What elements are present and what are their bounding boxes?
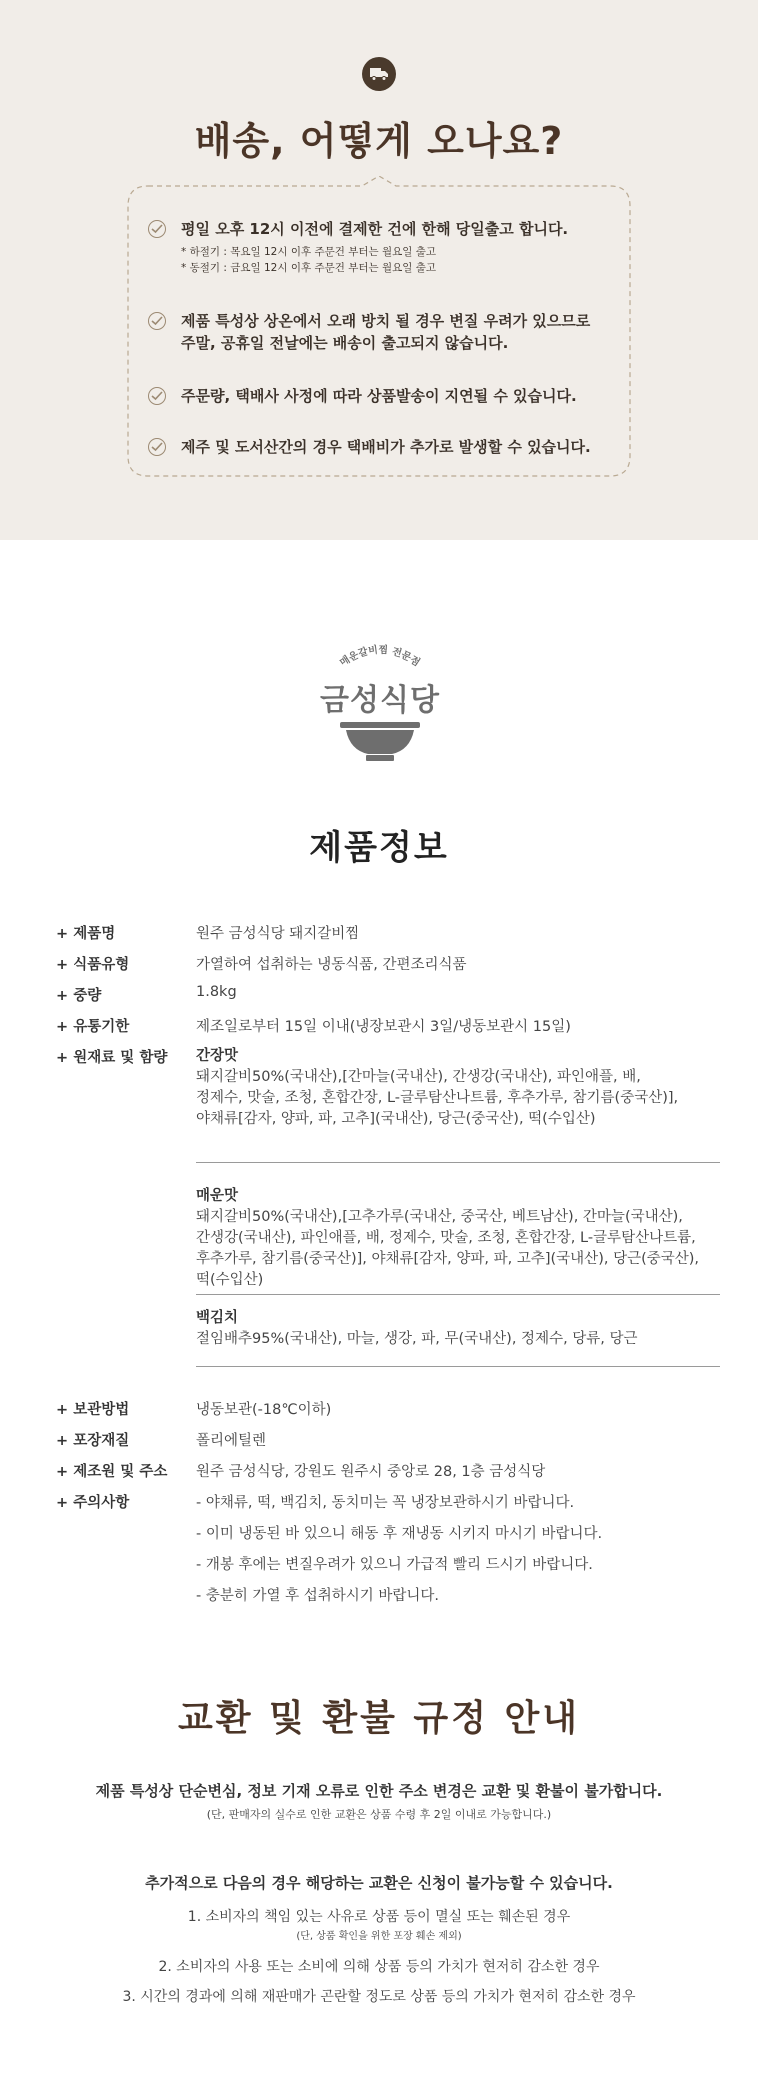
info-label: + 포장재질 <box>56 1433 130 1449</box>
info-label: + 중량 <box>56 988 102 1004</box>
ingredient-name: 백김치 <box>196 1310 239 1326</box>
ingredient-line: 떡(수입산) <box>196 1272 264 1288</box>
shipping-info-box <box>118 176 640 486</box>
exchange-case: 1. 소비자의 책임 있는 사유로 상품 등이 멸실 또는 훼손된 경우 <box>187 1909 571 1925</box>
info-value: 제조일로부터 15일 이내(냉장보관시 3일/냉동보관시 15일) <box>196 1019 571 1035</box>
exchange-case: 3. 시간의 경과에 의해 재판매가 곤란할 정도로 상품 등의 가치가 현저히 감소한 경우 <box>122 1989 636 2005</box>
info-value: 폴리에틸렌 <box>196 1433 267 1449</box>
brand-logo <box>300 630 460 770</box>
ingredient-line: 후추가루, 참기름(중국산)], 야채류[감자, 양파, 파, 고추](국내산), 당근(중국산), <box>196 1251 700 1267</box>
shipping-item-text: 주말, 공휴일 전날에는 배송이 출고되지 않습니다. <box>181 334 509 352</box>
info-value: 원주 금성식당, 강원도 원주시 중앙로 28, 1층 금성식당 <box>196 1464 546 1480</box>
check-icon <box>148 387 166 405</box>
notice-line: - 야채류, 떡, 백김치, 동치미는 꼭 냉장보관하시기 바랍니다. <box>196 1495 575 1511</box>
shipping-item-text: 평일 오후 12시 이전에 결제한 건에 한해 당일출고 합니다. <box>181 220 569 238</box>
bowl-icon <box>340 720 420 764</box>
shipping-item-note: * 하절기 : 목요일 12시 이후 주문건 부터는 월요일 출고 <box>181 246 437 258</box>
info-label: + 제품명 <box>56 926 116 942</box>
ingredient-name: 매운맛 <box>196 1188 239 1204</box>
ingredient-block <box>196 1186 720 1291</box>
ingredient-name: 간장맛 <box>196 1048 239 1064</box>
shipping-item-text: 제주 및 도서산간의 경우 택배비가 추가로 발생할 수 있습니다. <box>181 438 591 456</box>
info-value: 가열하여 섭취하는 냉동식품, 간편조리식품 <box>196 957 467 973</box>
ingredient-line: 돼지갈비50%(국내산),[고추가루(국내산, 중국산, 베트남산), 간마늘(국내산), <box>196 1209 683 1225</box>
shipping-item-note: * 동절기 : 금요일 12시 이후 주문건 부터는 월요일 출고 <box>181 262 437 274</box>
svg-text:매운갈비찜 전문점 <box>337 643 423 669</box>
ingredient-line: 간생강(국내산), 파인애플, 배, 정제수, 맛술, 조청, 혼합간장, L-글루탐산나트륨, <box>196 1230 696 1246</box>
exchange-main-note: (단, 판매자의 실수로 인한 교환은 상품 수령 후 2일 이내로 가능합니다.) <box>206 1808 552 1821</box>
logo-tagline: 매운갈비찜 전문점 <box>338 644 422 669</box>
ingredient-line: 돼지갈비50%(국내산),[간마늘(국내산), 간생강(국내산), 파인애플, 배, <box>196 1069 641 1085</box>
truck-icon <box>362 57 396 91</box>
info-value: 냉동보관(-18℃이하) <box>196 1402 332 1418</box>
info-value: 원주 금성식당 돼지갈비찜 <box>196 926 360 942</box>
exchange-main: 제품 특성상 단순변심, 정보 기재 오류로 인한 주소 변경은 교환 및 환불이 불가합니다. <box>95 1782 663 1800</box>
info-label: + 식품유형 <box>56 957 130 973</box>
exchange-case-note: (단, 상품 확인을 위한 포장 훼손 제외) <box>296 1931 462 1942</box>
divider <box>196 1162 720 1163</box>
info-label: + 보관방법 <box>56 1402 130 1418</box>
shipping-title: 배송, 어떻게 오나요? <box>194 119 564 163</box>
check-icon <box>148 220 166 238</box>
ingredient-line: 절임배추95%(국내산), 마늘, 생강, 파, 무(국내산), 정제수, 당류, 당근 <box>196 1331 638 1347</box>
notice-line: - 충분히 가열 후 섭취하시기 바랍니다. <box>196 1588 439 1604</box>
exchange-sub: 추가적으로 다음의 경우 해당하는 교환은 신청이 불가능할 수 있습니다. <box>145 1874 613 1892</box>
check-icon <box>148 312 166 330</box>
shipping-item-text: 주문량, 택배사 사정에 따라 상품발송이 지연될 수 있습니다. <box>181 387 577 405</box>
ingredient-block <box>196 1046 720 1130</box>
shipping-section <box>0 0 758 540</box>
ingredient-line: 정제수, 맛술, 조청, 혼합간장, L-글루탐산나트륨, 후추가루, 참기름(중국산)], <box>196 1090 679 1106</box>
notice-line: - 개봉 후에는 변질우려가 있으니 가급적 빨리 드시기 바랍니다. <box>196 1557 593 1573</box>
info-label: + 유통기한 <box>56 1019 130 1035</box>
shipping-item-text: 제품 특성상 상온에서 오래 방치 될 경우 변질 우려가 있으므로 <box>181 312 591 330</box>
ingredient-block <box>196 1308 720 1350</box>
info-label: + 제조원 및 주소 <box>56 1464 168 1480</box>
logo-name: 금성식당 <box>320 683 440 718</box>
info-label: + 주의사항 <box>56 1495 130 1511</box>
divider <box>196 1294 720 1295</box>
notice-line: - 이미 냉동된 바 있으니 해동 후 재냉동 시키지 마시기 바랍니다. <box>196 1526 603 1542</box>
info-label: + 원재료 및 함량 <box>56 1050 168 1066</box>
info-value: 1.8kg <box>196 984 237 1000</box>
divider <box>196 1366 720 1367</box>
check-icon <box>148 438 166 456</box>
exchange-case: 2. 소비자의 사용 또는 소비에 의해 상품 등의 가치가 현저히 감소한 경우 <box>158 1959 600 1975</box>
product-info-title: 제품정보 <box>309 828 449 868</box>
exchange-title: 교환 및 환불 규정 안내 <box>177 1697 581 1739</box>
ingredient-line: 야채류[감자, 양파, 파, 고추](국내산), 당근(중국산), 떡(수입산) <box>196 1111 596 1127</box>
